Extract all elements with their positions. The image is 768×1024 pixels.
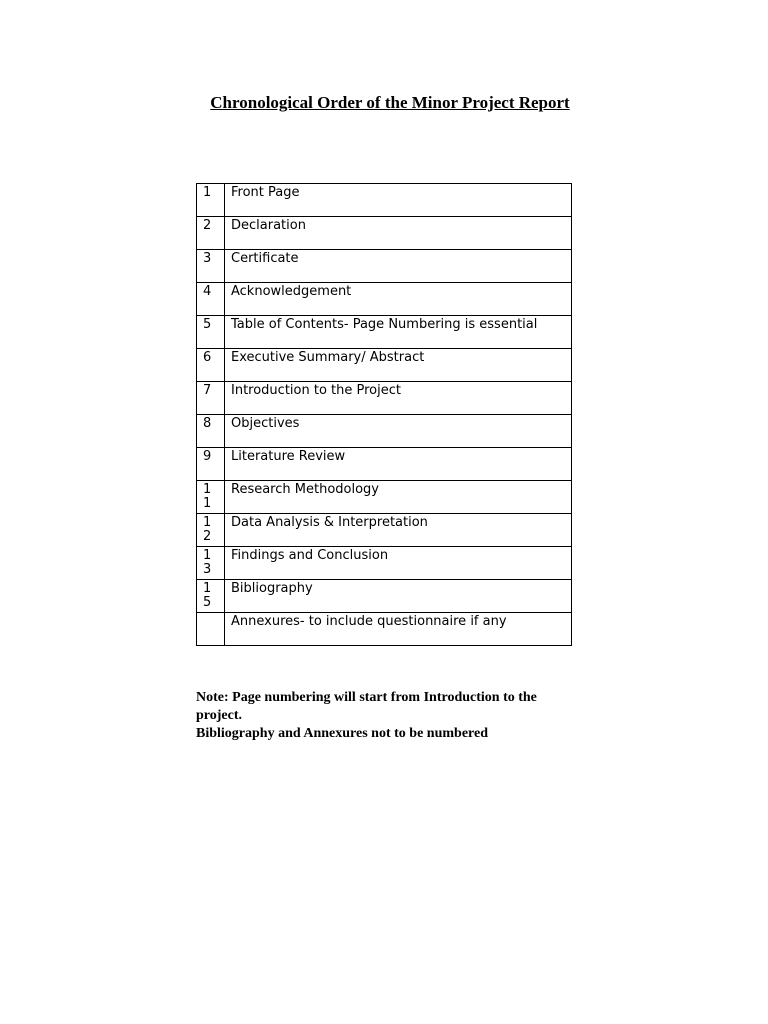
row-label-cell: Bibliography	[225, 580, 572, 613]
row-number-digit: 4	[203, 284, 212, 299]
table-row	[197, 613, 572, 646]
row-label-cell: Acknowledgement	[225, 283, 572, 316]
row-number-cell	[197, 448, 225, 481]
report-order-table-body	[197, 184, 572, 646]
table-row	[197, 580, 572, 613]
row-label-cell: Annexures- to include questionnaire if any	[225, 613, 572, 646]
row-number-cell	[197, 184, 225, 217]
table-row	[197, 283, 572, 316]
row-number-cell	[197, 283, 225, 316]
row-number-cell	[197, 415, 225, 448]
note-block	[196, 689, 596, 743]
row-number-digit: 1	[203, 496, 212, 511]
row-number-digit: 3	[203, 251, 212, 266]
row-number-digit: 2	[203, 529, 212, 544]
table-row	[197, 448, 572, 481]
row-number-digit: 3	[203, 562, 212, 577]
row-number-digit: 5	[203, 317, 212, 332]
table-row	[197, 250, 572, 283]
note-line: Note: Page numbering will start from Introduction to the	[196, 690, 537, 705]
table-row	[197, 514, 572, 547]
page-title: Chronological Order of the Minor Project Report	[210, 93, 570, 112]
note-line: Bibliography and Annexures not to be numbered	[196, 726, 488, 741]
row-number-cell	[197, 514, 225, 547]
table-row	[197, 547, 572, 580]
row-label-cell: Introduction to the Project	[225, 382, 572, 415]
row-label-cell: Declaration	[225, 217, 572, 250]
row-label-cell: Objectives	[225, 415, 572, 448]
row-number-cell	[197, 613, 225, 646]
row-number-digit: 7	[203, 383, 212, 398]
row-number-cell	[197, 250, 225, 283]
row-number-digit: 2	[203, 218, 212, 233]
table-row	[197, 481, 572, 514]
row-number-cell	[197, 349, 225, 382]
table-row	[197, 382, 572, 415]
note-line: project.	[196, 708, 242, 723]
table-row	[197, 415, 572, 448]
row-label-cell: Research Methodology	[225, 481, 572, 514]
row-label-cell: Front Page	[225, 184, 572, 217]
row-label-cell: Findings and Conclusion	[225, 547, 572, 580]
report-order-table	[196, 183, 572, 646]
table-row	[197, 349, 572, 382]
row-number-digit: 5	[203, 595, 212, 610]
table-row	[197, 217, 572, 250]
row-number-digit: 1	[203, 581, 212, 596]
row-number-cell	[197, 217, 225, 250]
row-label-cell: Certificate	[225, 250, 572, 283]
row-number-cell	[197, 547, 225, 580]
row-label-cell: Executive Summary/ Abstract	[225, 349, 572, 382]
row-label-cell: Literature Review	[225, 448, 572, 481]
row-number-digit: 1	[203, 548, 212, 563]
row-number-digit: 1	[203, 482, 212, 497]
row-number-cell	[197, 316, 225, 349]
row-number-digit: 1	[203, 185, 212, 200]
row-number-digit: 6	[203, 350, 212, 365]
row-number-cell	[197, 580, 225, 613]
table-row	[197, 184, 572, 217]
row-number-cell	[197, 382, 225, 415]
row-label-cell: Data Analysis & Interpretation	[225, 514, 572, 547]
row-number-digit: 8	[203, 416, 212, 431]
table-row	[197, 316, 572, 349]
row-number-digit: 1	[203, 515, 212, 530]
row-number-cell	[197, 481, 225, 514]
row-number-digit: 9	[203, 449, 212, 464]
row-label-cell: Table of Contents- Page Numbering is essential	[225, 316, 572, 349]
